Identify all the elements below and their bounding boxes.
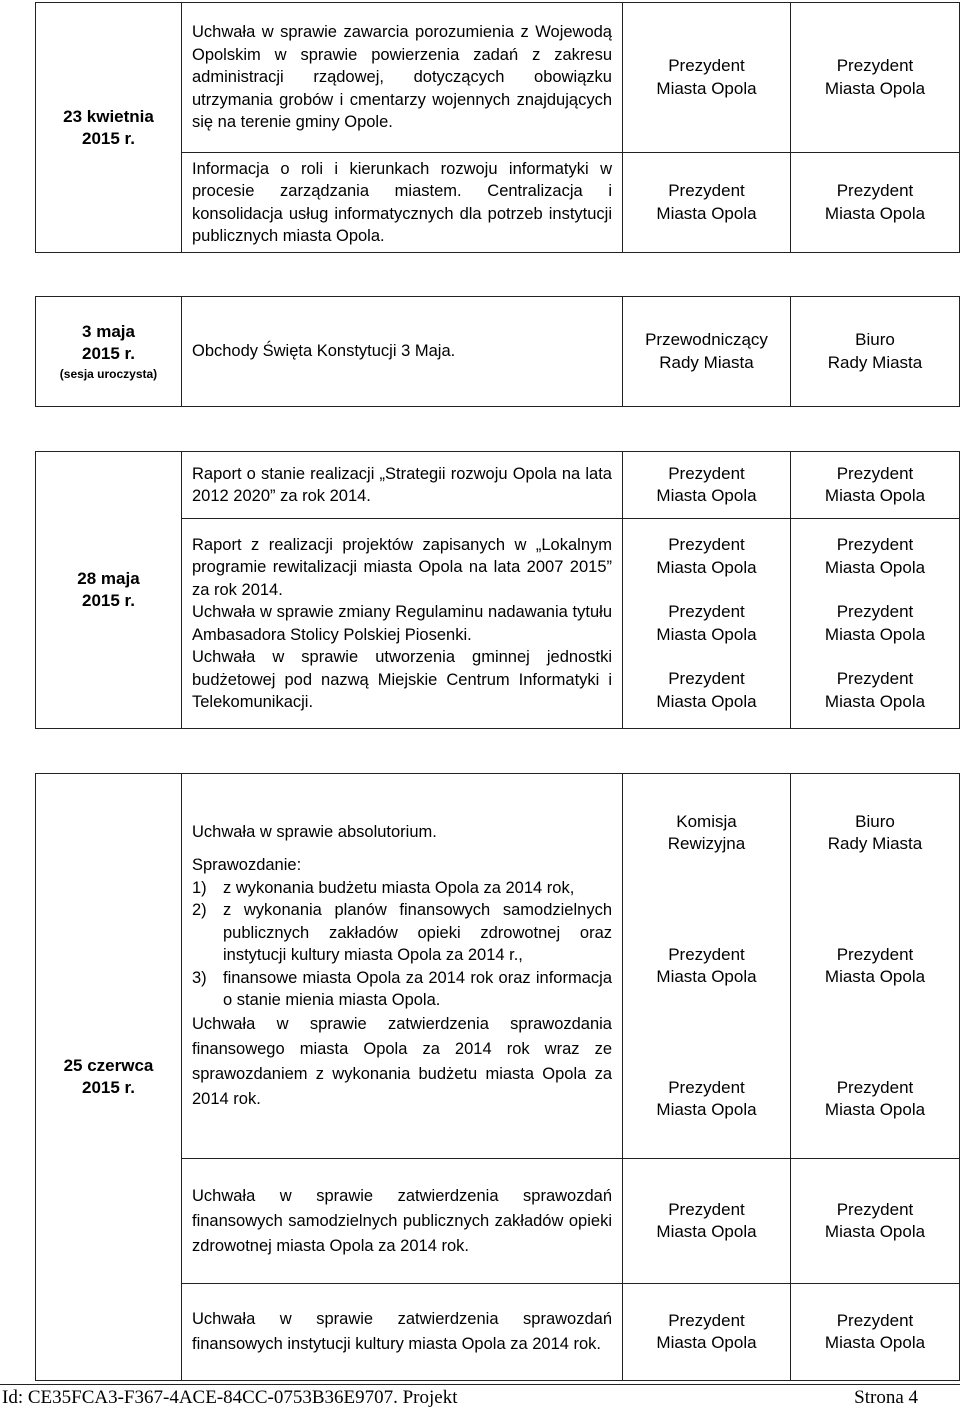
agenda-item: Informacja o roli i kierunkach rozwoju informatyki w procesie zarządzania miastem. Centralizacja i konsolidacja usług informatycznych dla potrzeb instytucji publicznych miasta Opola.: [182, 153, 623, 253]
date-day: 23 kwietnia: [63, 106, 154, 126]
presenter-cell: [623, 1284, 791, 1381]
presenter-line: Miasta Opola: [656, 557, 757, 577]
responsible-line: Prezydent: [836, 1310, 914, 1330]
schedule-block-may-28: [35, 451, 960, 729]
presenter-line: Komisja: [676, 811, 737, 831]
responsible-line: Rady Miasta: [827, 352, 923, 372]
responsible-cell: [791, 519, 960, 729]
presenter-line: Prezydent: [668, 181, 745, 200]
responsible-line: Prezydent: [836, 56, 914, 75]
date-note: (sesja uroczysta): [59, 366, 158, 381]
presenter-cell: [623, 452, 791, 519]
presenter-line: Rewizyjna: [667, 834, 746, 853]
presenter-cell: [623, 3, 791, 153]
presenter-line: Miasta Opola: [656, 1222, 757, 1241]
date-year: 2015 r.: [82, 1078, 135, 1097]
presenter-line: Prezydent: [668, 602, 745, 621]
responsible-line: Prezydent: [836, 1077, 914, 1097]
responsible-cell: [791, 3, 960, 153]
responsible-cell: [791, 1284, 960, 1381]
presenter-line: Miasta Opola: [656, 78, 757, 98]
responsible-line: Prezydent: [836, 463, 914, 483]
presenter-line: Rady Miasta: [659, 352, 754, 372]
date-cell: [36, 774, 182, 1381]
list-item: 2) z wykonania planów finansowych samodzielnych publicznych zakładów opieki zdrowotnej oraz instytucji kultury miasta Opola za 2014 r.,: [192, 901, 612, 964]
list-item: 1) z wykonania budżetu miasta Opola za 2014 rok,: [192, 878, 575, 897]
agenda-item: Obchody Święta Konstytucji 3 Maja.: [182, 297, 623, 407]
page-number: Strona 4: [854, 1387, 918, 1408]
responsible-line: Miasta Opola: [824, 203, 926, 223]
presenter-cell: [623, 297, 791, 407]
responsible-line: Prezydent: [836, 944, 914, 964]
agenda-item: Raport z realizacji projektów zapisanych w „Lokalnym programie rewitalizacji miasta Opola na lata 2007 2015” za rok 2014.: [192, 535, 612, 599]
agenda-item: Uchwała w sprawie zmiany Regulaminu nadawania tytułu Ambasadora Stolicy Polskiej Piosenki.: [192, 603, 612, 644]
agenda-item: Uchwała w sprawie zatwierdzenia sprawozdań finansowych samodzielnych publicznych zakładów opieki zdrowotnej miasta Opola za 2014 rok.: [182, 1159, 623, 1284]
responsible-line: Miasta Opola: [824, 1222, 926, 1241]
document-id: Id: CE35FCA3-F367-4ACE-84CC-0753B36E9707. Projekt: [2, 1387, 458, 1408]
presenter-line: Miasta Opola: [656, 1100, 757, 1119]
responsible-line: Prezydent: [836, 602, 914, 621]
responsible-line: Miasta Opola: [824, 967, 926, 986]
presenter-line: Prezydent: [668, 56, 745, 75]
presenter-line: Przewodniczący: [645, 330, 768, 349]
date-day: 28 maja: [77, 569, 140, 588]
responsible-line: Miasta Opola: [824, 624, 926, 644]
presenter-line: Prezydent: [668, 1310, 745, 1330]
presenter-cell: [623, 774, 791, 1159]
date-year: 2015 r.: [82, 343, 135, 363]
responsible-line: Prezydent: [836, 181, 914, 200]
agenda-items-group: [182, 774, 623, 1159]
presenter-line: Prezydent: [668, 1199, 745, 1219]
schedule-block-june: [35, 773, 960, 1381]
responsible-line: Miasta Opola: [824, 557, 926, 577]
date-cell: [36, 297, 182, 407]
report-heading: Sprawozdanie:: [192, 856, 302, 874]
responsible-line: Prezydent: [836, 669, 914, 688]
responsible-line: Prezydent: [836, 1199, 914, 1219]
list-item: 3) finansowe miasta Opola za 2014 rok oraz informacja o stanie mienia miasta Opola.: [192, 968, 612, 1009]
presenter-line: Prezydent: [668, 463, 745, 483]
responsible-cell: [791, 297, 960, 407]
presenter-line: Prezydent: [668, 669, 745, 688]
presenter-line: Prezydent: [668, 535, 745, 554]
responsible-line: Miasta Opola: [824, 486, 926, 505]
presenter-cell: [623, 519, 791, 729]
presenter-cell: [623, 1159, 791, 1284]
responsible-cell: [791, 1159, 960, 1284]
responsible-line: Miasta Opola: [824, 691, 926, 711]
agenda-item: Uchwała w sprawie zatwierdzenia sprawozdań finansowych instytucji kultury miasta Opola za 2014 rok.: [182, 1284, 623, 1381]
schedule-block-may-3: [35, 296, 960, 407]
date-cell: [36, 3, 182, 253]
presenter-line: Prezydent: [668, 1077, 745, 1097]
agenda-item: Uchwała w sprawie absolutorium.: [192, 822, 437, 841]
responsible-line: Biuro: [855, 330, 895, 349]
responsible-cell: [791, 452, 960, 519]
presenter-line: Miasta Opola: [656, 486, 757, 505]
presenter-line: Miasta Opola: [656, 1333, 757, 1352]
date-day: 25 czerwca: [63, 1056, 154, 1075]
responsible-cell: [791, 153, 960, 253]
presenter-cell: [623, 153, 791, 253]
presenter-line: Miasta Opola: [656, 203, 757, 223]
responsible-cell: [791, 774, 960, 1159]
date-year: 2015 r.: [82, 128, 135, 148]
agenda-item: Uchwała w sprawie zawarcia porozumienia z Wojewodą Opolskim w sprawie powierzenia zadań z zakresu administracji rządowej, dotyczących obowiązku utrzymania grobów i cmentarzy wojennych znajdujących się na terenie gminy Opole.: [182, 3, 623, 153]
date-cell: [36, 452, 182, 729]
agenda-item: Uchwała w sprawie utworzenia gminnej jednostki budżetowej pod nazwą Miejskie Centrum Informatyki i Telekomunikacji.: [192, 648, 612, 711]
responsible-line: Prezydent: [836, 535, 914, 554]
presenter-line: Miasta Opola: [656, 624, 757, 644]
date-day: 3 maja: [82, 321, 135, 341]
schedule-block-april: [35, 2, 960, 253]
agenda-item: Uchwała w sprawie zatwierdzenia sprawozdania finansowego miasta Opola za 2014 rok wraz ze sprawozdaniem z wykonania budżetu miasta Opola za 2014 rok.: [192, 1014, 612, 1108]
responsible-line: Biuro: [855, 811, 895, 831]
responsible-line: Miasta Opola: [824, 1100, 926, 1119]
responsible-line: Rady Miasta: [827, 834, 923, 853]
presenter-line: Miasta Opola: [656, 691, 757, 711]
responsible-line: Miasta Opola: [824, 78, 926, 98]
presenter-line: Miasta Opola: [656, 967, 757, 986]
responsible-line: Miasta Opola: [824, 1333, 926, 1352]
date-year: 2015 r.: [82, 591, 135, 610]
agenda-item: Raport o stanie realizacji „Strategii rozwoju Opola na lata 2012 2020” za rok 2014.: [182, 452, 623, 519]
agenda-items-group: [182, 519, 623, 729]
presenter-line: Prezydent: [668, 944, 745, 964]
page-footer: [0, 1384, 960, 1412]
